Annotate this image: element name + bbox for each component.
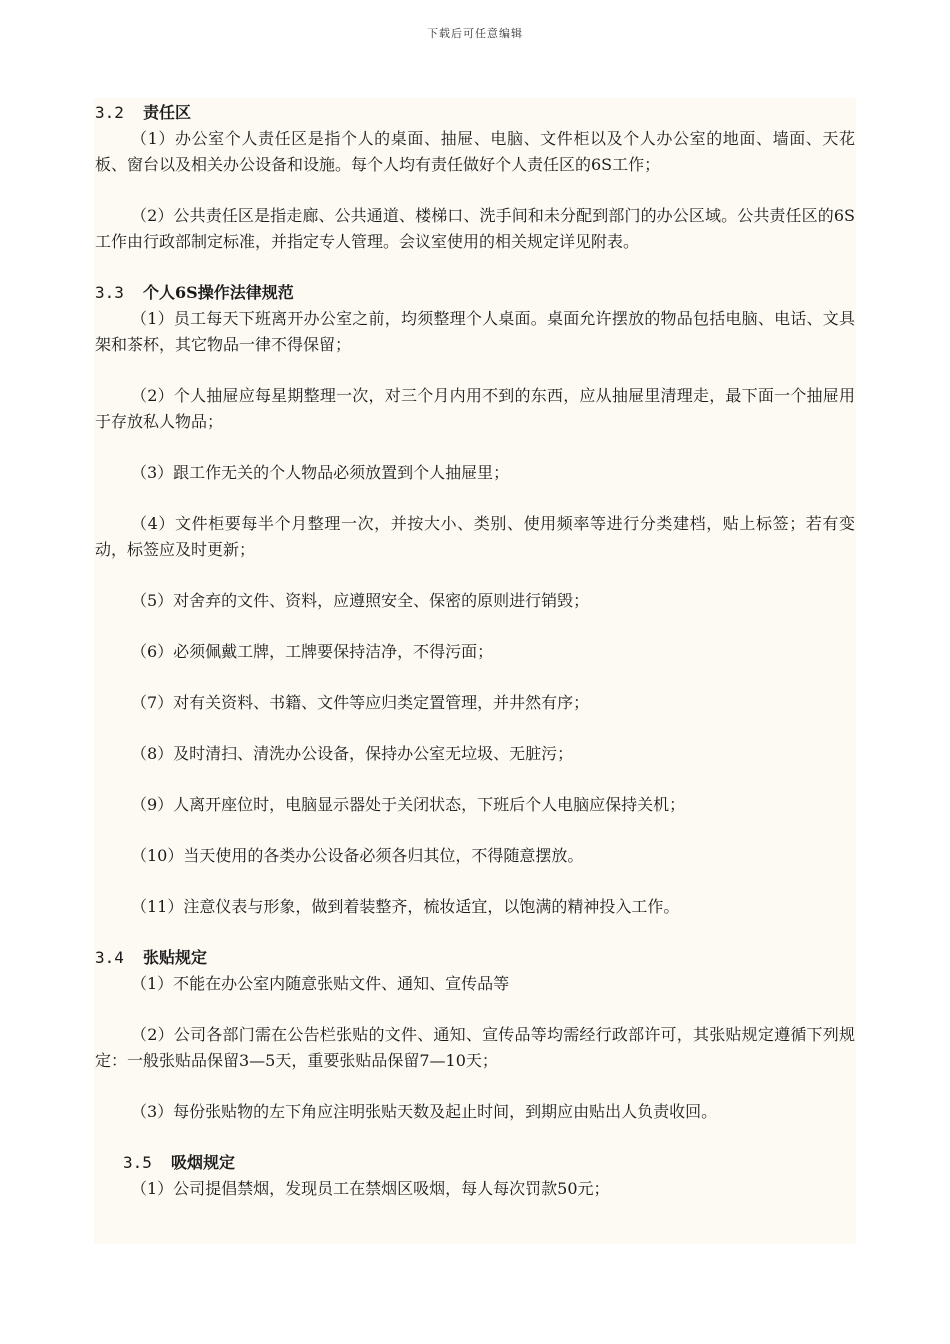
section-title: 责任区 <box>143 103 192 122</box>
paragraph: （3）每份张贴物的左下角应注明张贴天数及起止时间，到期应由贴出人负责收回。 <box>131 1102 718 1121</box>
paragraph: （4）文件柜要每半个月整理一次，并按大小、类别、使用频率等进行分类建档，贴上标签；若有变动，标签应及时更新； <box>95 514 855 559</box>
section-heading-3-5 <box>95 1150 855 1176</box>
paragraph: （5）对舍弃的文件、资料，应遵照安全、保密的原则进行销毁； <box>131 591 590 610</box>
paragraph: （3）跟工作无关的个人物品必须放置到个人抽屉里； <box>131 463 510 482</box>
section-title: 吸烟规定 <box>171 1153 236 1172</box>
paragraph: （1）不能在办公室内随意张贴文件、通知、宣传品等 <box>131 974 510 993</box>
section-number: 3.4 <box>95 948 124 967</box>
paragraph: （9）人离开座位时，电脑显示器处于关闭状态，下班后个人电脑应保持关机； <box>131 795 686 814</box>
section-number: 3.2 <box>95 103 124 122</box>
section-title: 张贴规定 <box>143 948 208 967</box>
paragraph: （2）个人抽屉应每星期整理一次，对三个月内用不到的东西，应从抽屉里清理走，最下面一个抽屉用于存放私人物品； <box>95 386 855 431</box>
section-number: 3.5 <box>123 1153 152 1172</box>
document-body <box>95 100 855 1202</box>
page-header: 下载后可任意编辑 <box>427 27 523 40</box>
paragraph: （10）当天使用的各类办公设备必须各归其位，不得随意摆放。 <box>131 846 584 865</box>
section-heading-3-2 <box>95 100 855 126</box>
section-number: 3.3 <box>95 283 124 302</box>
paragraph: （2）公共责任区是指走廊、公共通道、楼梯口、洗手间和未分配到部门的办公区域。公共责任区的6S工作由行政部制定标准，并指定专人管理。会议室使用的相关规定详见附表。 <box>95 206 855 251</box>
paragraph: （1）办公室个人责任区是指个人的桌面、抽屉、电脑、文件柜以及个人办公室的地面、墙面、天花板、窗台以及相关办公设备和设施。每个人均有责任做好个人责任区的6S工作； <box>95 129 855 174</box>
section-title: 个人6S操作法律规范 <box>143 283 294 302</box>
paragraph: （11）注意仪表与形象，做到着装整齐，梳妆适宜，以饱满的精神投入工作。 <box>131 897 680 916</box>
paragraph: （1）公司提倡禁烟，发现员工在禁烟区吸烟，每人每次罚款50元； <box>131 1179 610 1198</box>
paragraph: （6）必须佩戴工牌，工牌要保持洁净，不得污面； <box>131 642 494 661</box>
paragraph: （8）及时清扫、清洗办公设备，保持办公室无垃圾、无脏污； <box>131 744 574 763</box>
section-heading-3-4 <box>95 945 855 971</box>
paragraph: （1）员工每天下班离开办公室之前，均须整理个人桌面。桌面允许摆放的物品包括电脑、电话、文具架和茶杯，其它物品一律不得保留； <box>95 309 855 354</box>
paragraph: （2）公司各部门需在公告栏张贴的文件、通知、宣传品等均需经行政部许可，其张贴规定遵循下列规定：一般张贴品保留3—5天，重要张贴品保留7—10天； <box>95 1025 855 1070</box>
paragraph: （7）对有关资料、书籍、文件等应归类定置管理，并井然有序； <box>131 693 590 712</box>
section-heading-3-3 <box>95 280 855 306</box>
